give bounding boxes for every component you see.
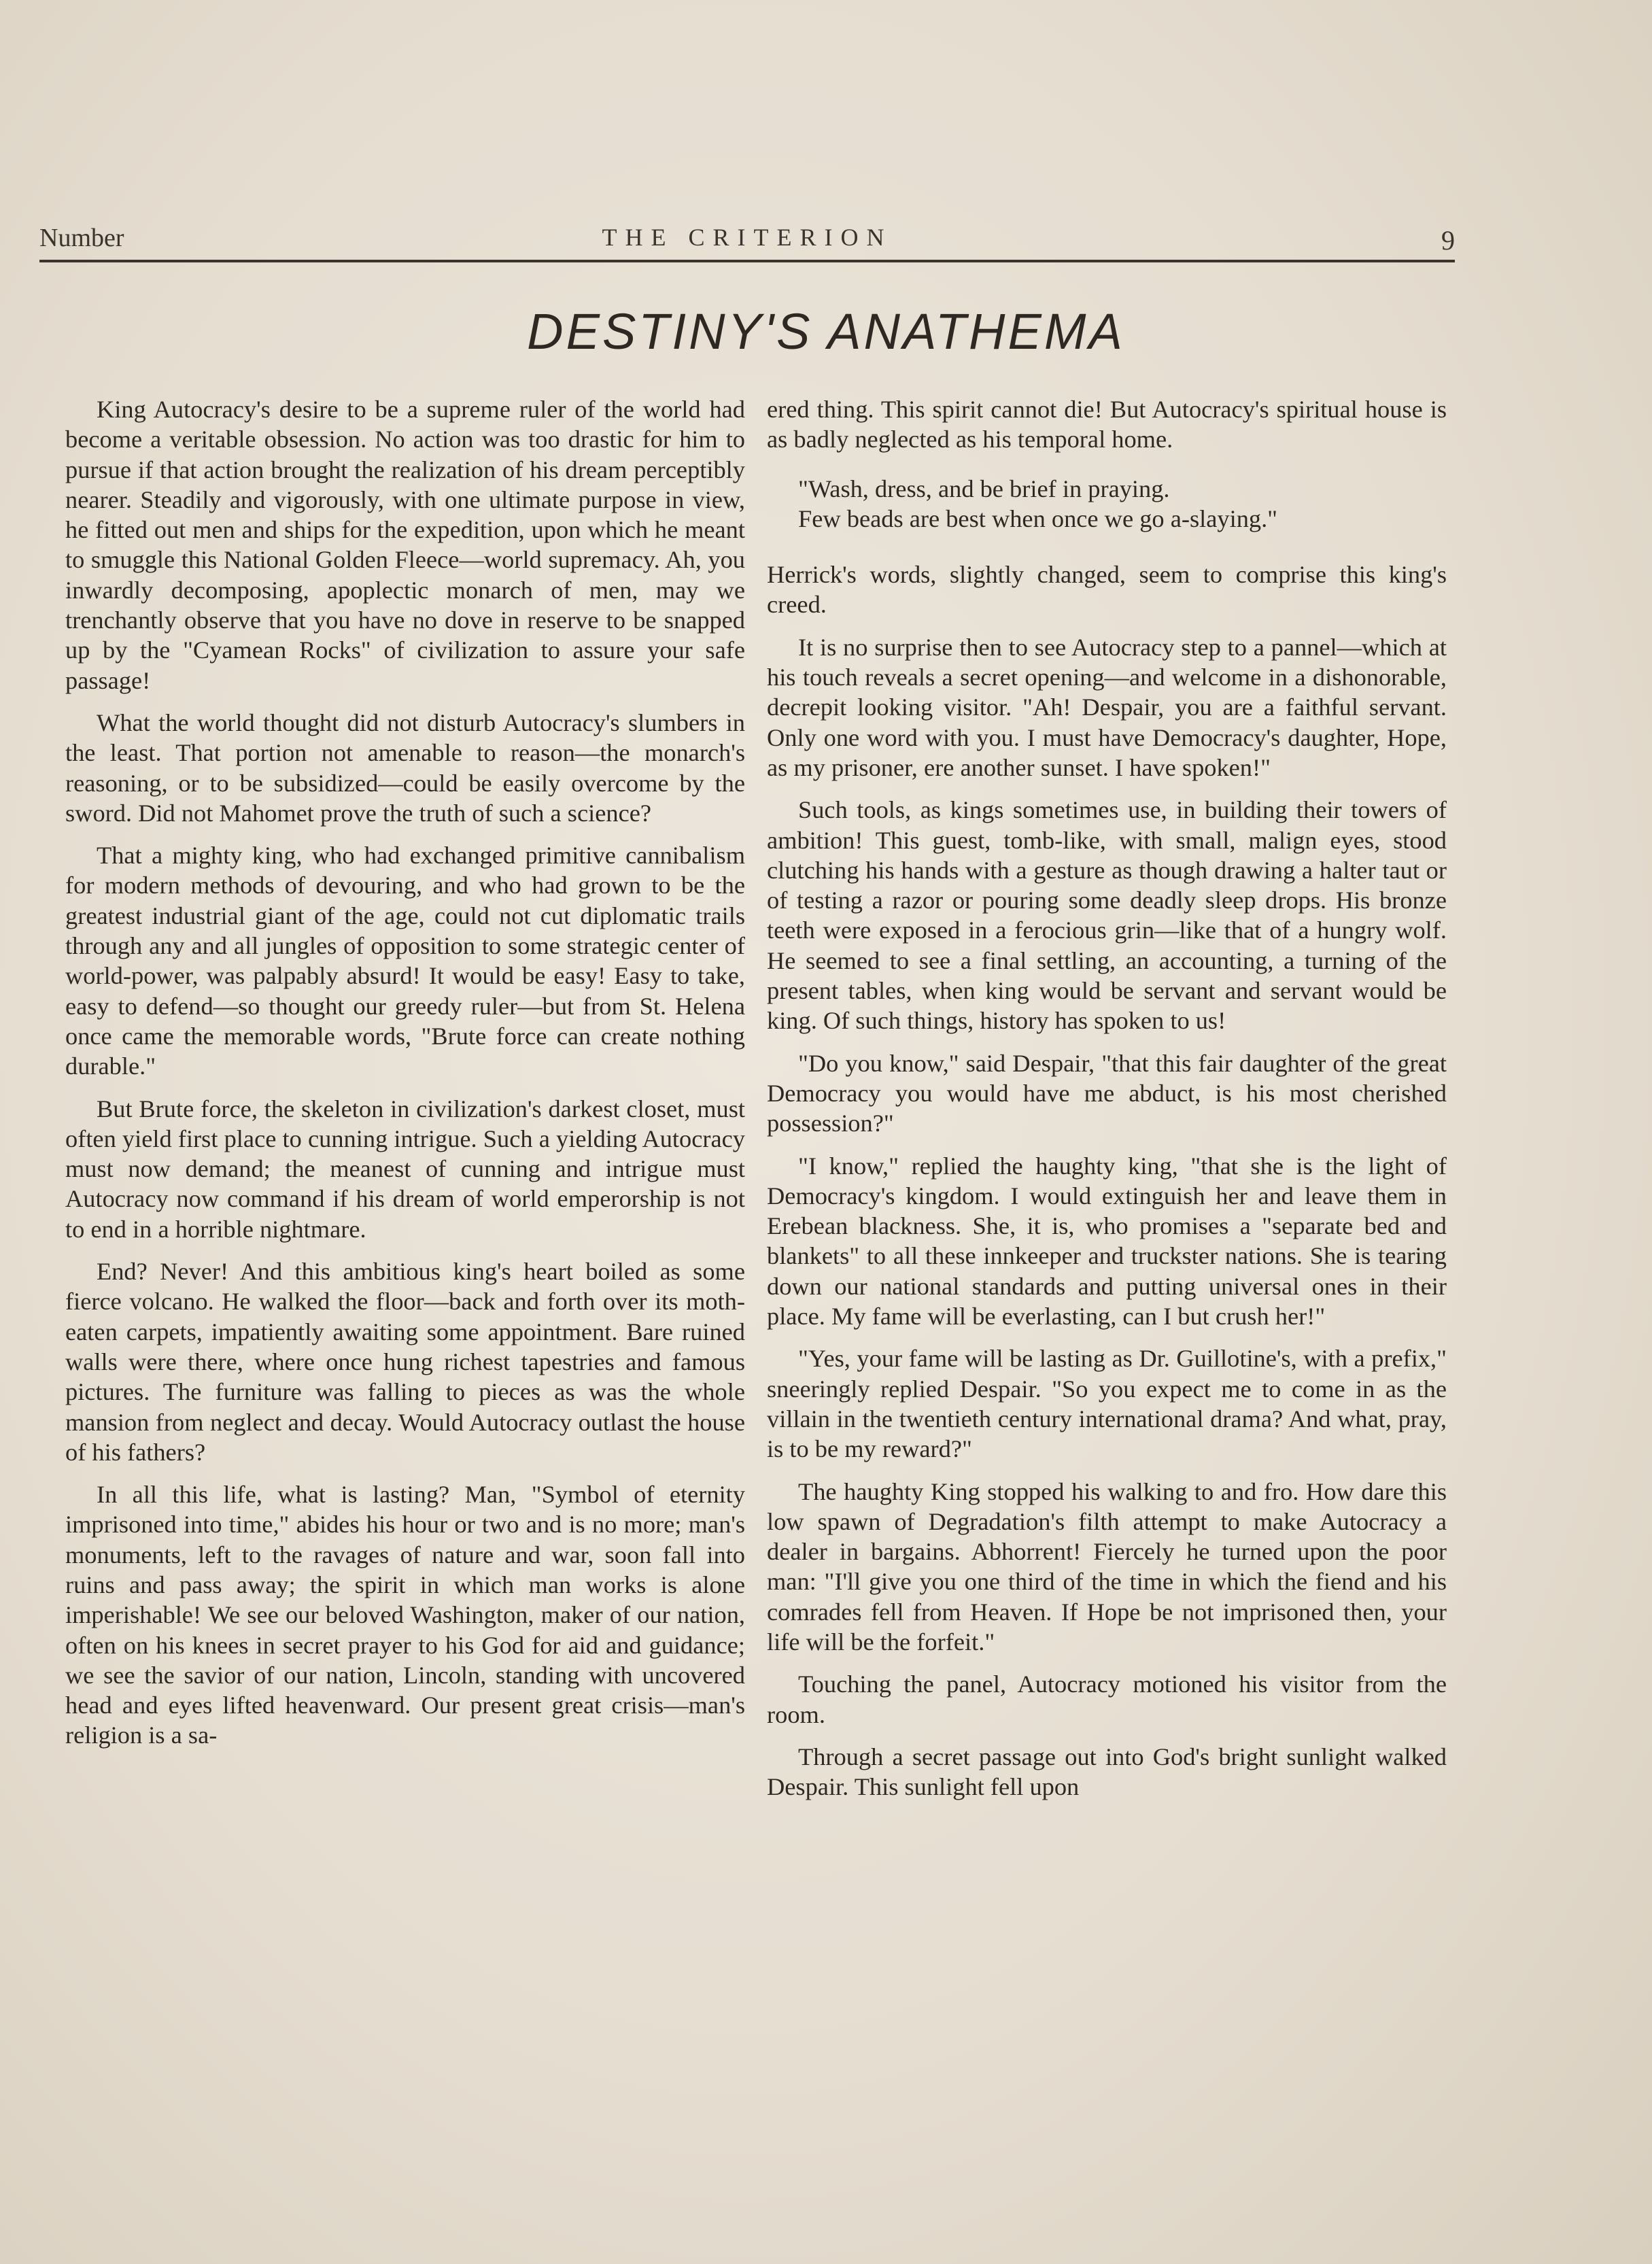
paragraph: King Autocracy's desire to be a supreme ruler of the world had become a veritable obsession. No action was too drastic for him to pursue if that action brought the realization of his dream perceptibly nearer. Steadily and vigorously, with one ultimate purpose in view, he fitted out men and ships for the expedition, upon which he meant to smuggle this National Golden Fleece—world supremacy. Ah, you inwardly decomposing, apoplectic monarch of men, may we trenchantly observe that you have no dove in reserve to be snapped up by the "Cyamean Rocks" of civilization to assure your safe passage!: [65, 396, 745, 694]
verse-line: "Wash, dress, and be brief in praying.: [798, 475, 1170, 502]
verse-line: Few beads are best when once we go a-slaying.": [798, 504, 1278, 532]
paragraph: What the world thought did not disturb Autocracy's slumbers in the least. That portion not amenable to reason—the monarch's reasoning, or to be subsidized—could be easily overcome by the sword. Did not Mahomet prove the truth of such a science?: [65, 708, 745, 827]
article-title: DESTINY'S ANATHEMA: [527, 303, 1125, 360]
paragraph: The haughty King stopped his walking to and fro. How dare this low spawn of Degradation's filth attempt to make Autocracy a dealer in bargains. Abhorrent! Fiercely he turned upon the poor man: "I'll give you one third of the time in which the fiend and his comrades fell from Heaven. If Hope be not imprisoned then, your life will be the forfeit.": [767, 1477, 1447, 1656]
header-rule: [39, 260, 1455, 262]
paragraph: That a mighty king, who had exchanged primitive cannibalism for modern methods of devouring, and who had grown to be the greatest industrial giant of the age, could not cut diplomatic trails through any and all jungles of opposition to some strategic center of world-power, was palpably absurd! It would be easy! Easy to take, easy to defend—so thought our greedy ruler—but from St. Helena once came the memorable words, "Brute force can create nothing durable.": [65, 842, 745, 1080]
paragraph: "Do you know," said Despair, "that this fair daughter of the great Democracy you would have me abduct, is his most cherished possession?": [767, 1049, 1447, 1137]
running-head: [39, 216, 1455, 257]
paragraph: "Yes, your fame will be lasting as Dr. Guillotine's, with a prefix," sneeringly replied Despair. "So you expect me to come in as the villain in the twentieth century international drama? And what, pray, is to be my reward?": [767, 1345, 1447, 1463]
magazine-title: THE CRITERION: [602, 224, 893, 251]
issue-label: Number: [39, 224, 124, 252]
page-number: 9: [1441, 225, 1455, 256]
left-column: [65, 394, 745, 1763]
paragraph: "I know," replied the haughty king, "that she is the light of Democracy's kingdom. I would extinguish her and leave them in Erebean blackness. She, it is, who promises a "separate bed and blankets" to all these innkeeper and truckster nations. She is tearing down our national standards and putting universal ones in their place. My fame will be everlasting, can I but crush her!": [767, 1152, 1447, 1331]
paragraph: Herrick's words, slightly changed, seem to comprise this king's creed.: [767, 561, 1447, 619]
verse-quote: [798, 474, 1447, 534]
right-column: [767, 394, 1447, 1814]
paragraph: End? Never! And this ambitious king's heart boiled as some fierce volcano. He walked the floor—back and forth over its moth-eaten carpets, impatiently awaiting some appointment. Bare ruined walls were there, where once hung richest tapestries and famous pictures. The furniture was falling to pieces as was the whole mansion from neglect and decay. Would Autocracy outlast the house of his fathers?: [65, 1258, 745, 1466]
paragraph-continued: ered thing. This spirit cannot die! But Autocracy's spiritual house is as badly neglected as his temporal home.: [767, 396, 1447, 453]
paragraph: It is no surprise then to see Autocracy step to a pannel—which at his touch reveals a secret opening—and welcome in a dishonorable, decrepit looking visitor. "Ah! Despair, you are a faithful servant. Only one word with you. I must have Democracy's daughter, Hope, as my prisoner, ere another sunset. I have spoken!": [767, 633, 1447, 781]
paragraph: But Brute force, the skeleton in civilization's darkest closet, must often yield first place to cunning intrigue. Such a yielding Autocracy must now demand; the meanest of cunning and intrigue must Autocracy now command if his dream of world emperorship is not to end in a horrible nightmare.: [65, 1095, 745, 1243]
paragraph: Through a secret passage out into God's bright sunlight walked Despair. This sunlight fell upon: [767, 1743, 1447, 1801]
paragraph: Touching the panel, Autocracy motioned his visitor from the room.: [767, 1670, 1447, 1728]
paragraph: Such tools, as kings sometimes use, in building their towers of ambition! This guest, tomb-like, with small, malign eyes, stood clutching his hands with a gesture as though drawing a halter taut or of testing a razor or pouring some deadly sleep drops. His bronze teeth were exposed in a ferocious grin—like that of a hungry wolf. He seemed to see a final settling, an accounting, a turning of the present tables, when king would be servant and servant would be king. Of such things, history has spoken to us!: [767, 796, 1447, 1035]
paragraph: In all this life, what is lasting? Man, "Symbol of eternity imprisoned into time," abides his hour or two and is no more; man's monuments, left to the ravages of nature and war, soon fall into ruins and pass away; the spirit in which man works is alone imperishable! We see our beloved Washington, maker of our nation, often on his knees in secret prayer to his God for aid and guidance; we see the savior of our nation, Lincoln, standing with uncovered head and eyes lifted heavenward. Our present great crisis—man's religion is a sa-: [65, 1481, 745, 1749]
